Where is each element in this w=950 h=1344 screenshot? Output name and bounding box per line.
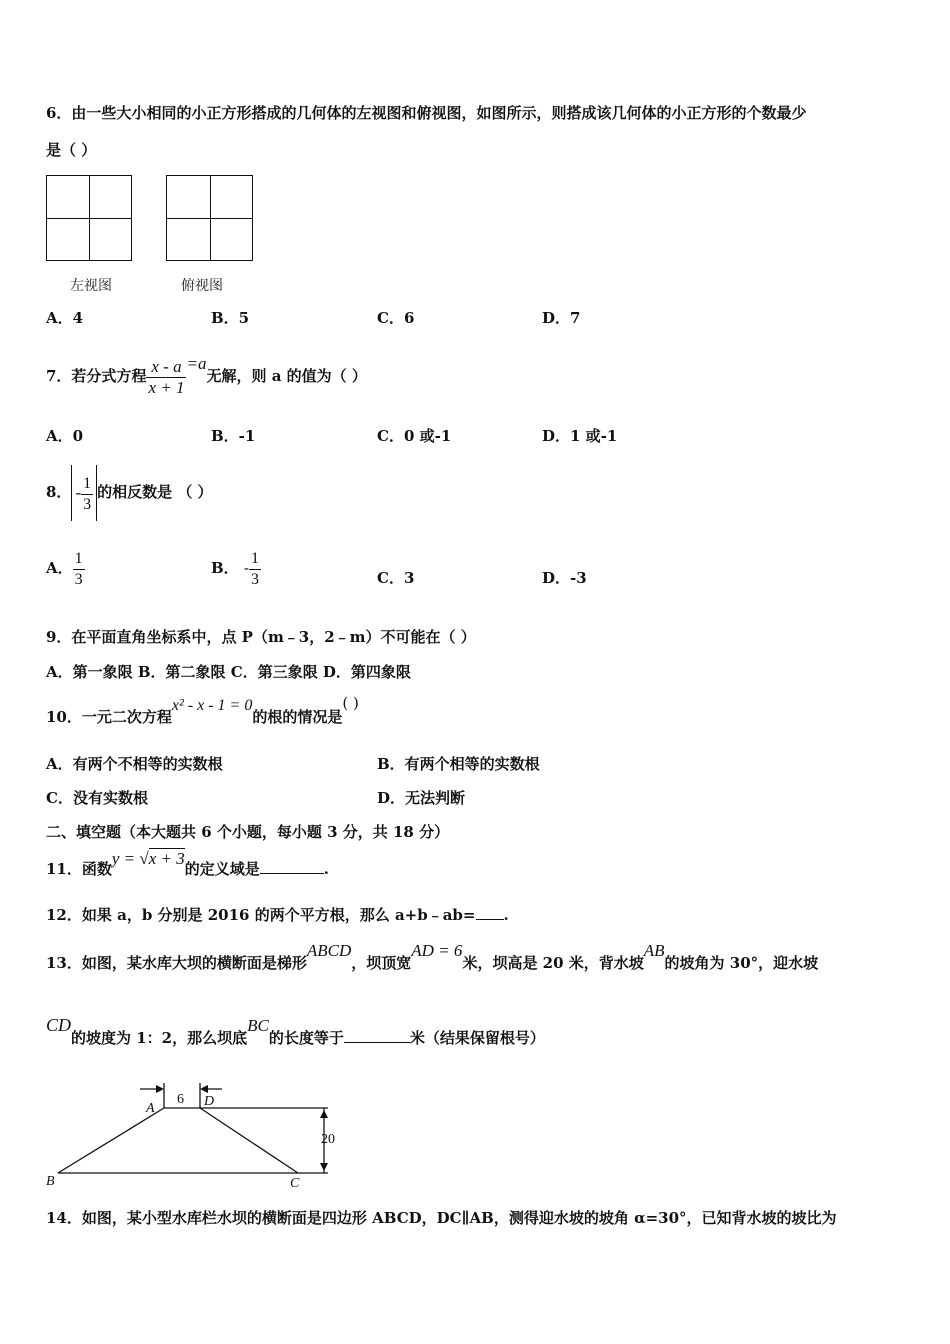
label-b: B — [46, 1174, 55, 1189]
q6-line1: 6．由一些大小相同的小正方形搭成的几何体的左视图和俯视图，如图所示，则搭成该几何体的小正方形的个数最少 — [46, 104, 807, 122]
section2-heading: 二、填空题（本大题共 6 个小题，每小题 3 分，共 18 分） — [46, 823, 450, 841]
q8-option-b-sign: - — [243, 559, 249, 577]
q7-option-c: C．0 或-1 — [377, 427, 452, 445]
top-view-caption: 俯视图 — [181, 278, 223, 294]
q8-option-a — [46, 546, 85, 590]
q10-line — [46, 692, 359, 743]
q10-option-a: A．有两个不相等的实数根 — [46, 755, 223, 773]
q8-option-a-num: 1 — [73, 549, 85, 570]
q13-line1 — [46, 940, 818, 986]
q13-line2-c: 米（结果保留根号） — [409, 1029, 545, 1047]
q7-eq-rhs: =a — [186, 354, 207, 373]
dam-trapezoid-figure — [40, 1075, 360, 1195]
q8-option-b — [211, 546, 261, 590]
q13-line2-b: 的长度等于 — [268, 1029, 344, 1047]
q7-prefix: 7．若分式方程 — [46, 367, 147, 385]
q7-frac-den: x + 1 — [148, 377, 185, 397]
q8-line — [46, 464, 213, 521]
q12-line — [46, 905, 509, 925]
q6-option-c: C．6 — [377, 309, 415, 327]
q10-prefix: 10．一元二次方程 — [46, 708, 172, 726]
label-top-width: 6 — [177, 1092, 184, 1107]
q8-option-b-label: B． — [211, 559, 239, 577]
q11-blank[interactable] — [260, 873, 324, 874]
q13-cd: CD — [46, 1015, 72, 1035]
q7-option-b: B．-1 — [211, 427, 256, 445]
q8-option-d: D．-3 — [542, 569, 587, 587]
q11-prefix: 11．函数 — [46, 860, 112, 878]
label-height: 20 — [321, 1132, 335, 1147]
q7-frac-num: x - a — [146, 357, 186, 378]
q10-option-d: D．无法判断 — [377, 789, 466, 807]
q11-end: . — [323, 860, 330, 878]
label-a: A — [146, 1101, 155, 1116]
q8-suffix: 的相反数是 （ ） — [97, 483, 213, 501]
q13-mid1: ，坝顶宽 — [351, 954, 412, 972]
q6-option-a: A．4 — [46, 309, 84, 327]
q11-line — [46, 846, 329, 892]
left-view-caption: 左视图 — [70, 278, 112, 294]
q8-option-c: C．3 — [377, 569, 415, 587]
q7-option-d: D．1 或-1 — [542, 427, 618, 445]
q13-line2 — [46, 1014, 545, 1061]
q8-frac-num: 1 — [81, 474, 93, 495]
q11-radicand: x + 3 — [148, 849, 185, 868]
q13-mid3: 的坡角为 30°，迎水坡 — [664, 954, 819, 972]
left-view-grid — [46, 175, 132, 261]
q11-formula: y = √x + 3 — [111, 849, 185, 868]
label-c: C — [290, 1176, 300, 1191]
q13-ab: AB — [643, 941, 665, 960]
q8-option-a-label: A． — [46, 559, 73, 577]
q13-bc: BC — [247, 1016, 269, 1035]
q9-options: A．第一象限 B．第二象限 C．第三象限 D．第四象限 — [46, 663, 411, 681]
q7-line — [46, 348, 367, 404]
q9-line: 9．在平面直角坐标系中，点 P（m﹣3，2﹣m）不可能在（ ） — [46, 628, 476, 646]
q8-abs-value — [71, 465, 97, 521]
q8-frac-den: 3 — [83, 495, 92, 513]
q13-blank[interactable] — [344, 1042, 410, 1043]
q7-fraction — [146, 357, 186, 398]
q8-prefix: 8． — [46, 483, 72, 501]
q12-end: . — [503, 906, 509, 924]
q12-text: 12．如果 a，b 分别是 2016 的两个平方根，那么 a+b﹣ab= — [46, 906, 476, 924]
q6-option-d: D．7 — [542, 309, 581, 327]
q14-line: 14．如图，某小型水库栏水坝的横断面是四边形 ABCD，DC∥AB，测得迎水坡的坡角 α=30°，已知背水坡的坡比为 — [46, 1209, 837, 1227]
side-ab — [58, 1108, 164, 1173]
q7-option-a: A．0 — [46, 427, 84, 445]
q10-equation: x² - x - 1 = 0 — [171, 697, 253, 714]
q13-abcd: ABCD — [306, 941, 352, 960]
q8-option-b-den: 3 — [251, 570, 259, 588]
q10-paren: ( ) — [342, 694, 359, 712]
q10-suffix: 的根的情况是 — [252, 708, 343, 726]
label-d: D — [204, 1094, 215, 1109]
q11-formula-y: y = — [111, 849, 140, 868]
q12-blank[interactable] — [476, 919, 504, 920]
q10-option-b: B．有两个相等的实数根 — [377, 755, 540, 773]
q8-option-b-num: 1 — [249, 549, 261, 570]
q13-ad-eq: AD = 6 — [411, 941, 463, 960]
q13-prefix: 13．如图，某水库大坝的横断面是梯形 — [46, 954, 307, 972]
q10-option-c: C．没有实数根 — [46, 789, 148, 807]
q6-option-b: B．5 — [211, 309, 250, 327]
q8-abs-sign: - — [75, 483, 82, 502]
q7-suffix: 无解，则 a 的值为（ ） — [206, 367, 367, 385]
q8-option-a-den: 3 — [74, 570, 83, 588]
q13-mid2: 米，坝高是 20 米，背水坡 — [462, 954, 644, 972]
q11-suffix: 的定义域是 — [184, 860, 260, 878]
q13-line2-a: 的坡度为 1：2，那么坝底 — [71, 1029, 248, 1047]
side-dc — [200, 1108, 298, 1173]
q6-line2: 是（ ） — [46, 141, 97, 159]
top-view-grid — [166, 175, 253, 261]
